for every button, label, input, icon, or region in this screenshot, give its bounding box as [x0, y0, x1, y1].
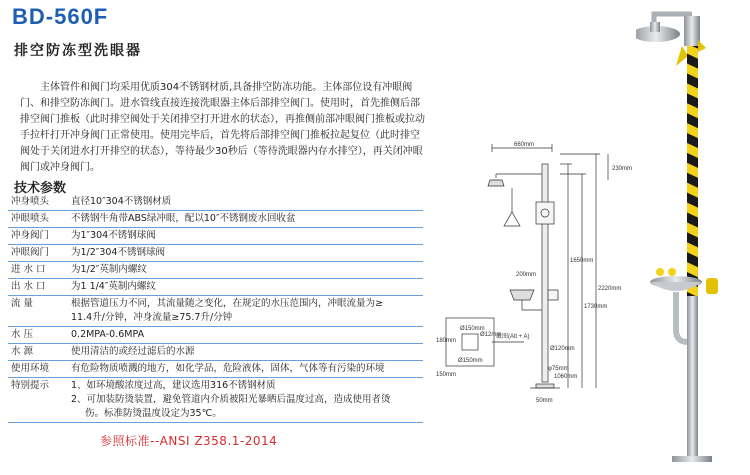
- spec-value: 不锈钢牛角带ABS绿冲眼，配以10″不锈钢废水回收盆: [68, 211, 423, 228]
- table-row: [8, 296, 423, 327]
- spec-label: 特别提示: [8, 378, 68, 423]
- spec-label: 水 源: [8, 344, 68, 361]
- table-row: [8, 279, 423, 296]
- pull-handle: [676, 46, 688, 66]
- spec-label: 出 水 口: [8, 279, 68, 296]
- spec-value: 直径10″304不锈钢材质: [68, 194, 423, 211]
- dimension-label: Ø12mm: [480, 332, 502, 338]
- spec-label: 冲眼阀门: [8, 245, 68, 262]
- dimension-label: 截图(Alt + A): [496, 334, 530, 340]
- spec-value-line: 2、可加装防烫装置，避免管道内介质被阳光暴晒后温度过高，造成使用者烫: [71, 394, 391, 405]
- base-plate: [672, 456, 712, 462]
- dimension-label: 230mm: [612, 166, 633, 172]
- spec-value: [68, 378, 423, 423]
- spec-value-line: 11.4升/分钟，冲身流量≥75.7升/分钟: [71, 312, 233, 323]
- dimension-label: 1650mm: [570, 258, 594, 264]
- dimension-label: 200mm: [516, 272, 537, 278]
- intro-paragraph: [20, 80, 425, 176]
- table-row: [8, 327, 423, 344]
- spec-label: 使用环境: [8, 361, 68, 378]
- dimension-label: Ø150mm: [458, 358, 483, 364]
- dimension-label: Ø150mm: [460, 326, 485, 332]
- spec-label: 流 量: [8, 296, 68, 327]
- spec-value-line: 1、如环境酸浓度过高，建议选用316不锈钢材质: [71, 380, 276, 391]
- dimension-label: 180mm: [436, 338, 457, 344]
- model-number: BD-560F: [12, 4, 109, 29]
- spec-value-line: 根据管道压力不同，其流量随之变化，在规定的水压范围内，冲眼流量为≥: [71, 298, 383, 309]
- spec-value: 为1/2″英制内螺纹: [68, 262, 423, 279]
- spec-value-line: 伤。标准防烫温度设定为35℃。: [85, 408, 222, 419]
- dimension-label: 150mm: [436, 372, 457, 378]
- intro-text: 主体管件和阀门均采用优质304不锈钢材质,具备排空防冻功能。主体部位设有冲眼阀门、和排空防冻阀门。进水管线直接连接洗眼器主体后部排空阀门。使用时，首先推侧后部排空阀门推板（此时排空阀处于关闭排空打开进水的状态），再推侧前部冲眼阀门推板或拉动手拉杆打开冲身阀门正常使用。使用完毕后，首先将后部排空阀门推板拉起复位（此时排空阀处于关闭进水打开排空的状态），等待最少30秒后（等待洗眼器内存水排空），再关闭冲眼阀门或冲身阀门。: [20, 82, 425, 173]
- dimension-label: 1060mm: [554, 374, 578, 380]
- table-row: [8, 361, 423, 378]
- dimension-label: φ75mm: [548, 366, 569, 372]
- push-plate: [706, 278, 718, 294]
- specs-heading: 技术参数: [14, 181, 67, 196]
- spec-label: 冲身阀门: [8, 228, 68, 245]
- spec-value: 为1/2″304不锈钢球阀: [68, 245, 423, 262]
- table-row: [8, 194, 423, 211]
- spec-value: 0.2MPA-0.6MPA: [68, 327, 423, 344]
- spec-label: 进 水 口: [8, 262, 68, 279]
- table-row: [8, 262, 423, 279]
- spec-label: 水 压: [8, 327, 68, 344]
- table-row: [8, 378, 423, 423]
- spec-label: 冲身喷头: [8, 194, 68, 211]
- dimension-label: 660mm: [514, 142, 535, 148]
- product-photo: [636, 0, 750, 475]
- technical-drawing: [432, 140, 638, 408]
- spec-value: 为1″304不锈钢球阀: [68, 228, 423, 245]
- spec-label: 冲眼喷头: [8, 211, 68, 228]
- striped-pole: [687, 46, 698, 296]
- spec-value: [68, 296, 423, 327]
- dimension-label: 1730mm: [584, 304, 608, 310]
- dimension-label: 2220mm: [598, 286, 622, 292]
- specs-table: [8, 194, 423, 423]
- dimension-label: Ø120mm: [550, 346, 575, 352]
- table-row: [8, 245, 423, 262]
- standard-reference: 参照标准--ANSI Z358.1-2014: [100, 434, 278, 448]
- spec-value: 有危险物质喷溅的地方，如化学品，危险液体，固体，气体等有污染的环境: [68, 361, 423, 378]
- spec-value: 为1 1/4″英制内螺纹: [68, 279, 423, 296]
- spec-value: 使用清洁的或经过滤后的水源: [68, 344, 423, 361]
- product-subtitle: 排空防冻型洗眼器: [14, 43, 142, 59]
- table-row: [8, 228, 423, 245]
- dimension-label: 50mm: [536, 398, 553, 404]
- table-row: [8, 344, 423, 361]
- table-row: [8, 211, 423, 228]
